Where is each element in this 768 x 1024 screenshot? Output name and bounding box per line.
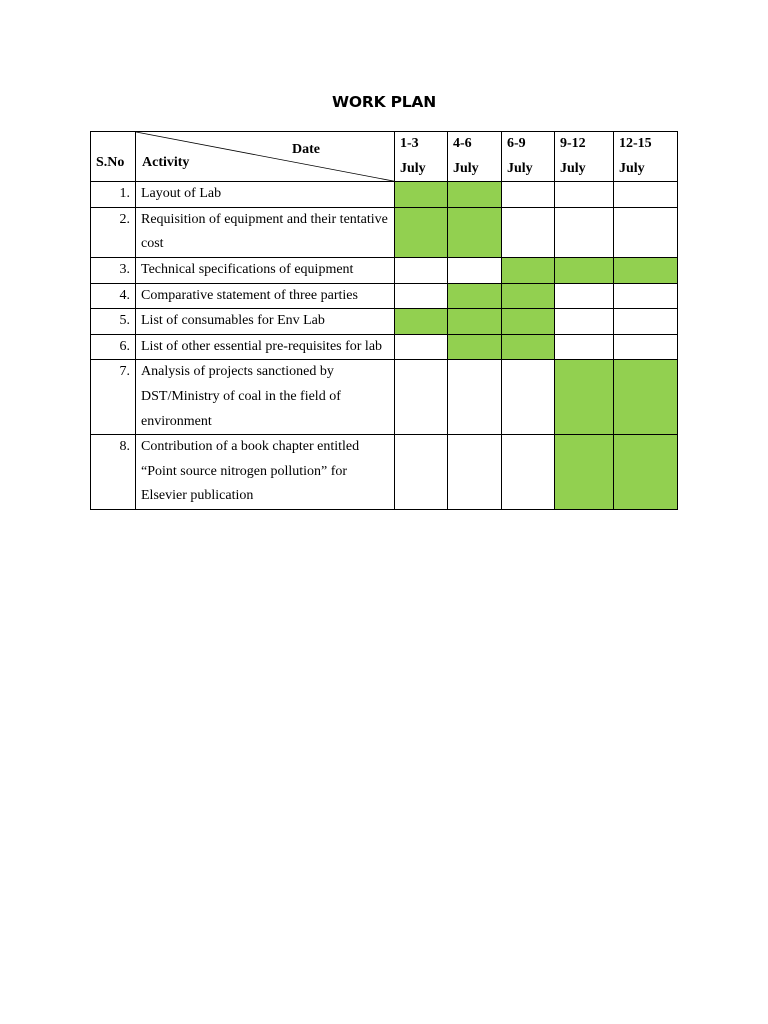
- schedule-cell: [502, 257, 555, 283]
- period-range: 12-15: [619, 136, 652, 151]
- schedule-cell: [502, 334, 555, 360]
- schedule-cell: [555, 360, 614, 435]
- schedule-cell: [448, 182, 502, 208]
- activity-cell: List of other essential pre-requisites for lab: [136, 334, 395, 360]
- page-title: WORK PLAN: [331, 93, 437, 111]
- schedule-cell: [395, 182, 448, 208]
- period-month: July: [507, 160, 533, 176]
- row-number: 1.: [91, 182, 136, 208]
- activity-cell: List of consumables for Env Lab: [136, 309, 395, 335]
- schedule-cell: [555, 207, 614, 257]
- schedule-cell: [395, 435, 448, 510]
- period-range: 4-6: [453, 136, 472, 151]
- schedule-cell: [614, 334, 678, 360]
- period-month: July: [619, 160, 645, 176]
- schedule-cell: [555, 283, 614, 309]
- row-number: 8.: [91, 435, 136, 510]
- table-row: [91, 334, 678, 360]
- schedule-cell: [502, 182, 555, 208]
- row-number: 2.: [91, 207, 136, 257]
- schedule-cell: [395, 257, 448, 283]
- period-month: July: [453, 160, 479, 176]
- period-header: [448, 132, 502, 182]
- schedule-cell: [614, 182, 678, 208]
- schedule-cell: [555, 182, 614, 208]
- schedule-cell: [502, 309, 555, 335]
- row-number: 7.: [91, 360, 136, 435]
- schedule-cell: [502, 207, 555, 257]
- activity-cell: Technical specifications of equipment: [136, 257, 395, 283]
- activity-cell: Contribution of a book chapter entitled “Point source nitrogen pollution” for Elsevier publication: [136, 435, 395, 510]
- activity-header-label: Activity: [142, 154, 190, 170]
- schedule-cell: [614, 257, 678, 283]
- table-row: [91, 309, 678, 335]
- schedule-cell: [502, 360, 555, 435]
- schedule-cell: [395, 309, 448, 335]
- schedule-cell: [555, 334, 614, 360]
- period-header: [395, 132, 448, 182]
- schedule-cell: [448, 309, 502, 335]
- schedule-cell: [614, 207, 678, 257]
- schedule-cell: [395, 207, 448, 257]
- schedule-cell: [395, 334, 448, 360]
- schedule-cell: [555, 309, 614, 335]
- row-number: 6.: [91, 334, 136, 360]
- schedule-cell: [395, 283, 448, 309]
- table-row: [91, 182, 678, 208]
- activity-cell: Comparative statement of three parties: [136, 283, 395, 309]
- schedule-cell: [448, 435, 502, 510]
- schedule-cell: [448, 207, 502, 257]
- schedule-cell: [614, 283, 678, 309]
- table-row: [91, 360, 678, 435]
- schedule-cell: [448, 257, 502, 283]
- schedule-cell: [395, 360, 448, 435]
- schedule-cell: [555, 257, 614, 283]
- date-header-label: Date: [292, 142, 320, 157]
- schedule-cell: [448, 334, 502, 360]
- table-row: [91, 207, 678, 257]
- row-number: 4.: [91, 283, 136, 309]
- schedule-cell: [448, 283, 502, 309]
- schedule-cell: [448, 360, 502, 435]
- row-number: 3.: [91, 257, 136, 283]
- header-row: [91, 132, 678, 182]
- table-row: [91, 435, 678, 510]
- schedule-cell: [502, 435, 555, 510]
- period-month: July: [400, 160, 426, 176]
- period-month: July: [560, 160, 586, 176]
- period-range: 1-3: [400, 136, 419, 151]
- activity-cell: Analysis of projects sanctioned by DST/Ministry of coal in the field of environment: [136, 360, 395, 435]
- period-header: [555, 132, 614, 182]
- sno-header: S.No: [91, 132, 136, 182]
- activity-cell: Requisition of equipment and their tentative cost: [136, 207, 395, 257]
- table-row: [91, 257, 678, 283]
- schedule-cell: [614, 435, 678, 510]
- work-plan-table: [90, 131, 678, 510]
- period-range: 9-12: [560, 136, 586, 151]
- schedule-cell: [614, 309, 678, 335]
- table-row: [91, 283, 678, 309]
- schedule-cell: [614, 360, 678, 435]
- row-number: 5.: [91, 309, 136, 335]
- period-header: [614, 132, 678, 182]
- period-header: [502, 132, 555, 182]
- activity-cell: Layout of Lab: [136, 182, 395, 208]
- schedule-cell: [502, 283, 555, 309]
- schedule-cell: [555, 435, 614, 510]
- date-activity-header: [136, 132, 395, 182]
- period-range: 6-9: [507, 136, 526, 151]
